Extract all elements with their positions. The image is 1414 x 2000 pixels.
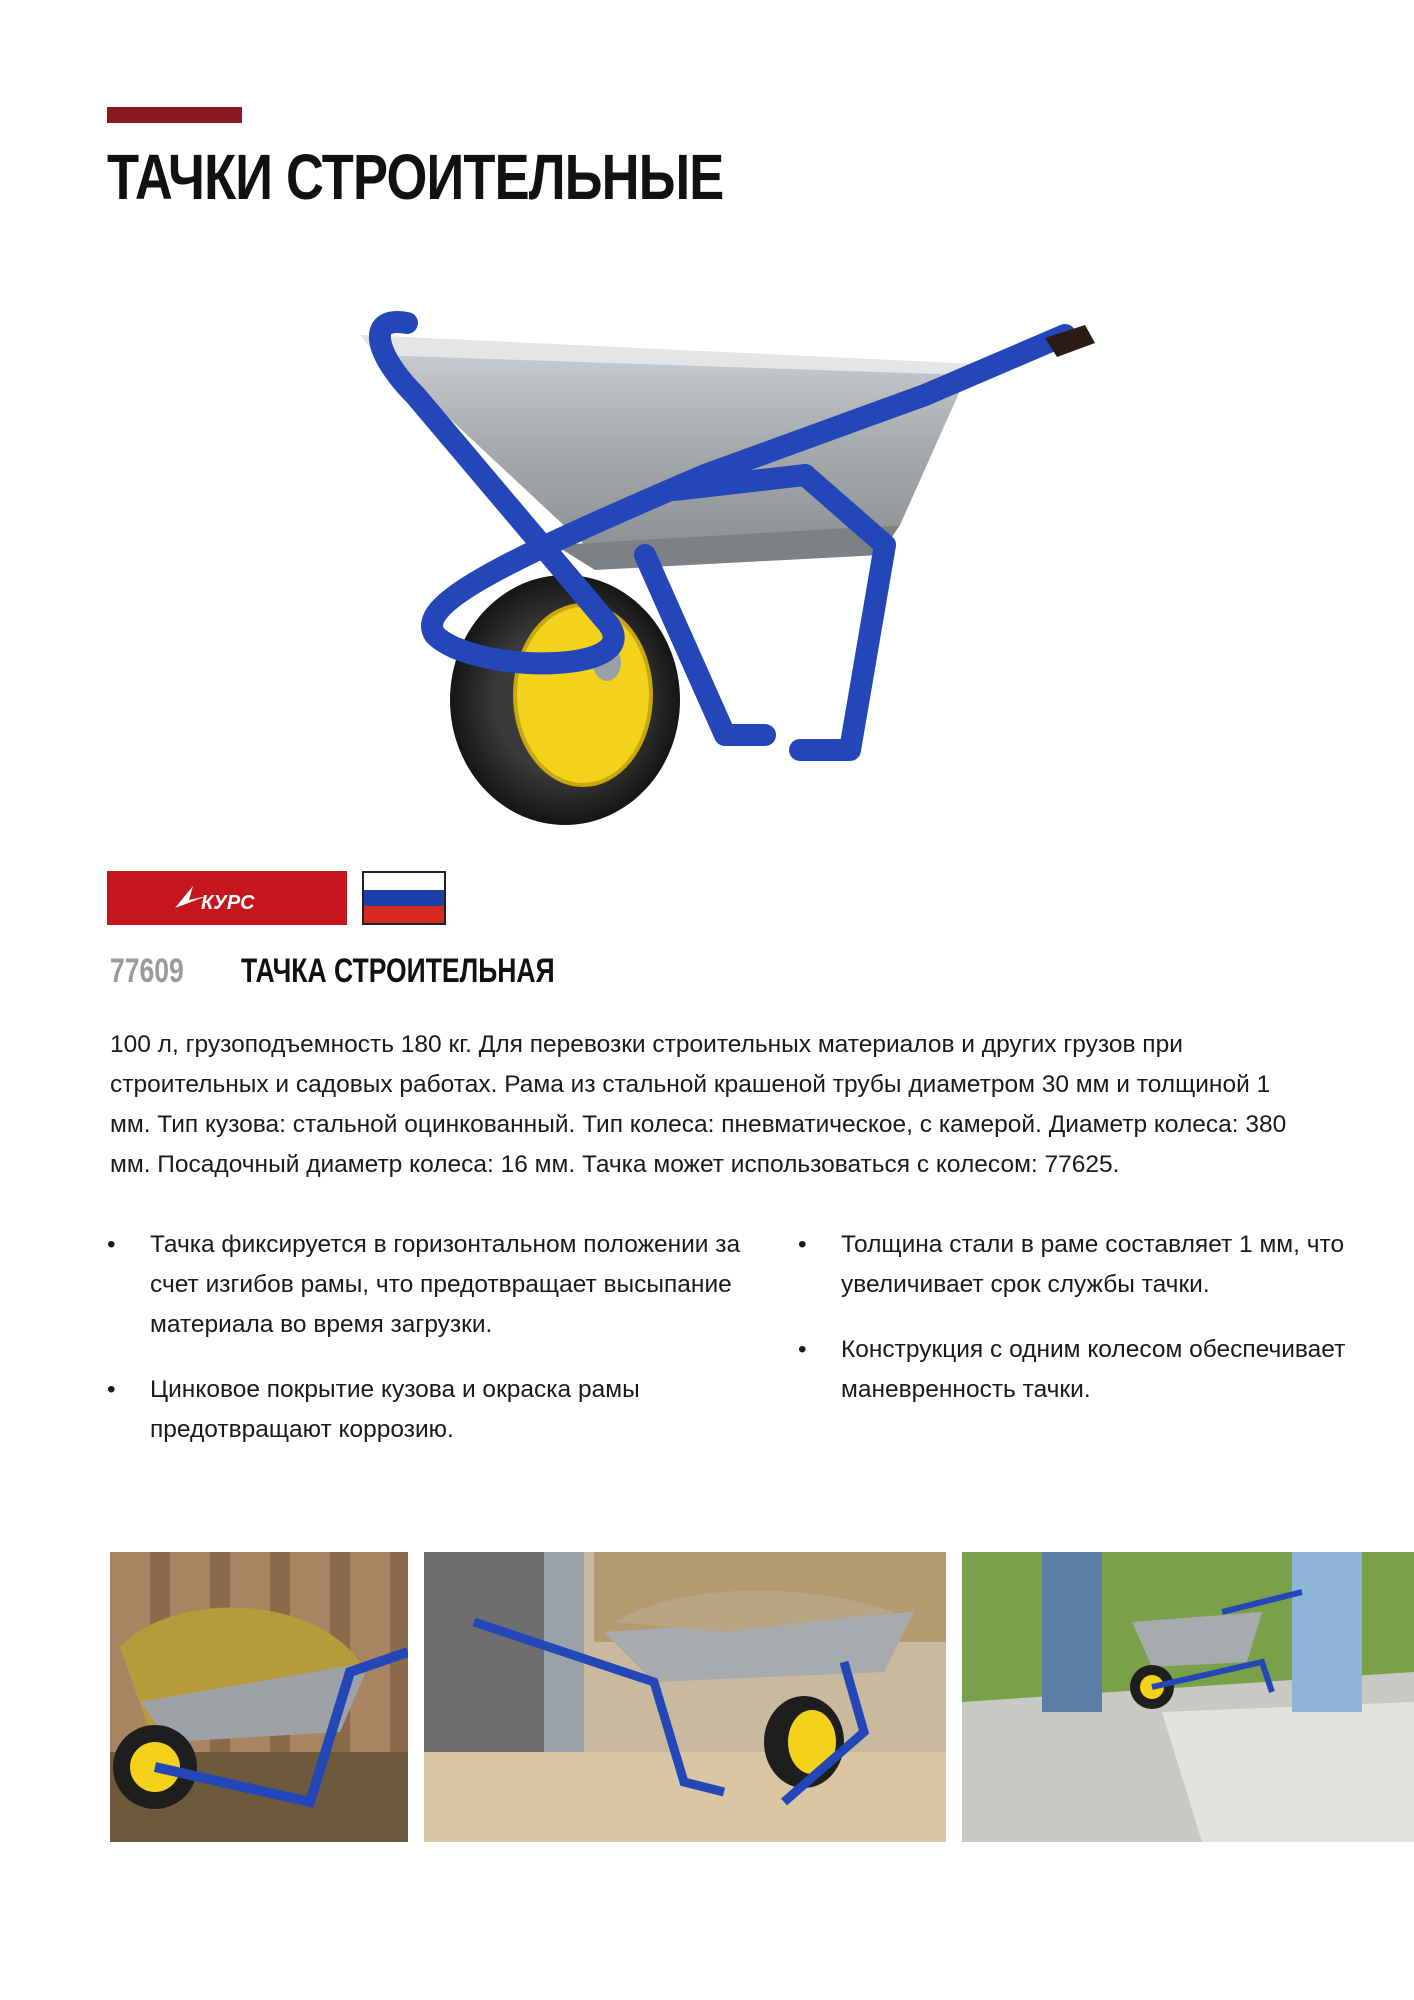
- product-sku: 77609: [110, 952, 184, 990]
- feature-item: • Конструкция с одним колесом обеспечивает маневренность тачки.: [798, 1336, 1346, 1403]
- feature-item: • Толщина стали в раме составляет 1 мм, что увеличивает срок службы тачки.: [798, 1231, 1345, 1298]
- feature-item: • Тачка фиксируется в горизонтальном положении за счет изгибов рамы, что предотвращает высыпание материала во время загрузки.: [107, 1231, 741, 1338]
- russia-flag-icon: [362, 871, 446, 925]
- product-description: 100 л, грузоподъемность 180 кг. Для перевозки строительных материалов и других грузов при строительных и садовых работах. Рама из стальной крашеной трубы диаметром 30 мм и толщиной 1 мм. Тип кузова: стальной оцинкованный. Тип колеса: пневматическое, с камерой. Диаметр колеса: 380 мм. Посадочный диаметр колеса: 16 мм. Тачка может использоваться с колесом: 77625.: [110, 1031, 1287, 1178]
- page-title: ТАЧКИ СТРОИТЕЛЬНЫЕ: [107, 141, 724, 213]
- features-list-right: [798, 1225, 1358, 1435]
- title-accent-bar: [107, 107, 242, 123]
- usage-photo-construction: [424, 1552, 946, 1842]
- brand-logo: [107, 871, 347, 925]
- svg-text:КУРС: КУРС: [201, 892, 255, 914]
- product-name: ТАЧКА СТРОИТЕЛЬНАЯ: [241, 952, 555, 990]
- usage-photo-farm: [110, 1552, 408, 1842]
- features-list-left: [107, 1225, 757, 1475]
- feature-item: • Цинковое покрытие кузова и окраска рамы предотвращают коррозию.: [107, 1376, 640, 1443]
- usage-photo-paving: [962, 1552, 1414, 1842]
- hero-wheelbarrow-image: [355, 295, 1155, 835]
- product-heading: [110, 952, 643, 991]
